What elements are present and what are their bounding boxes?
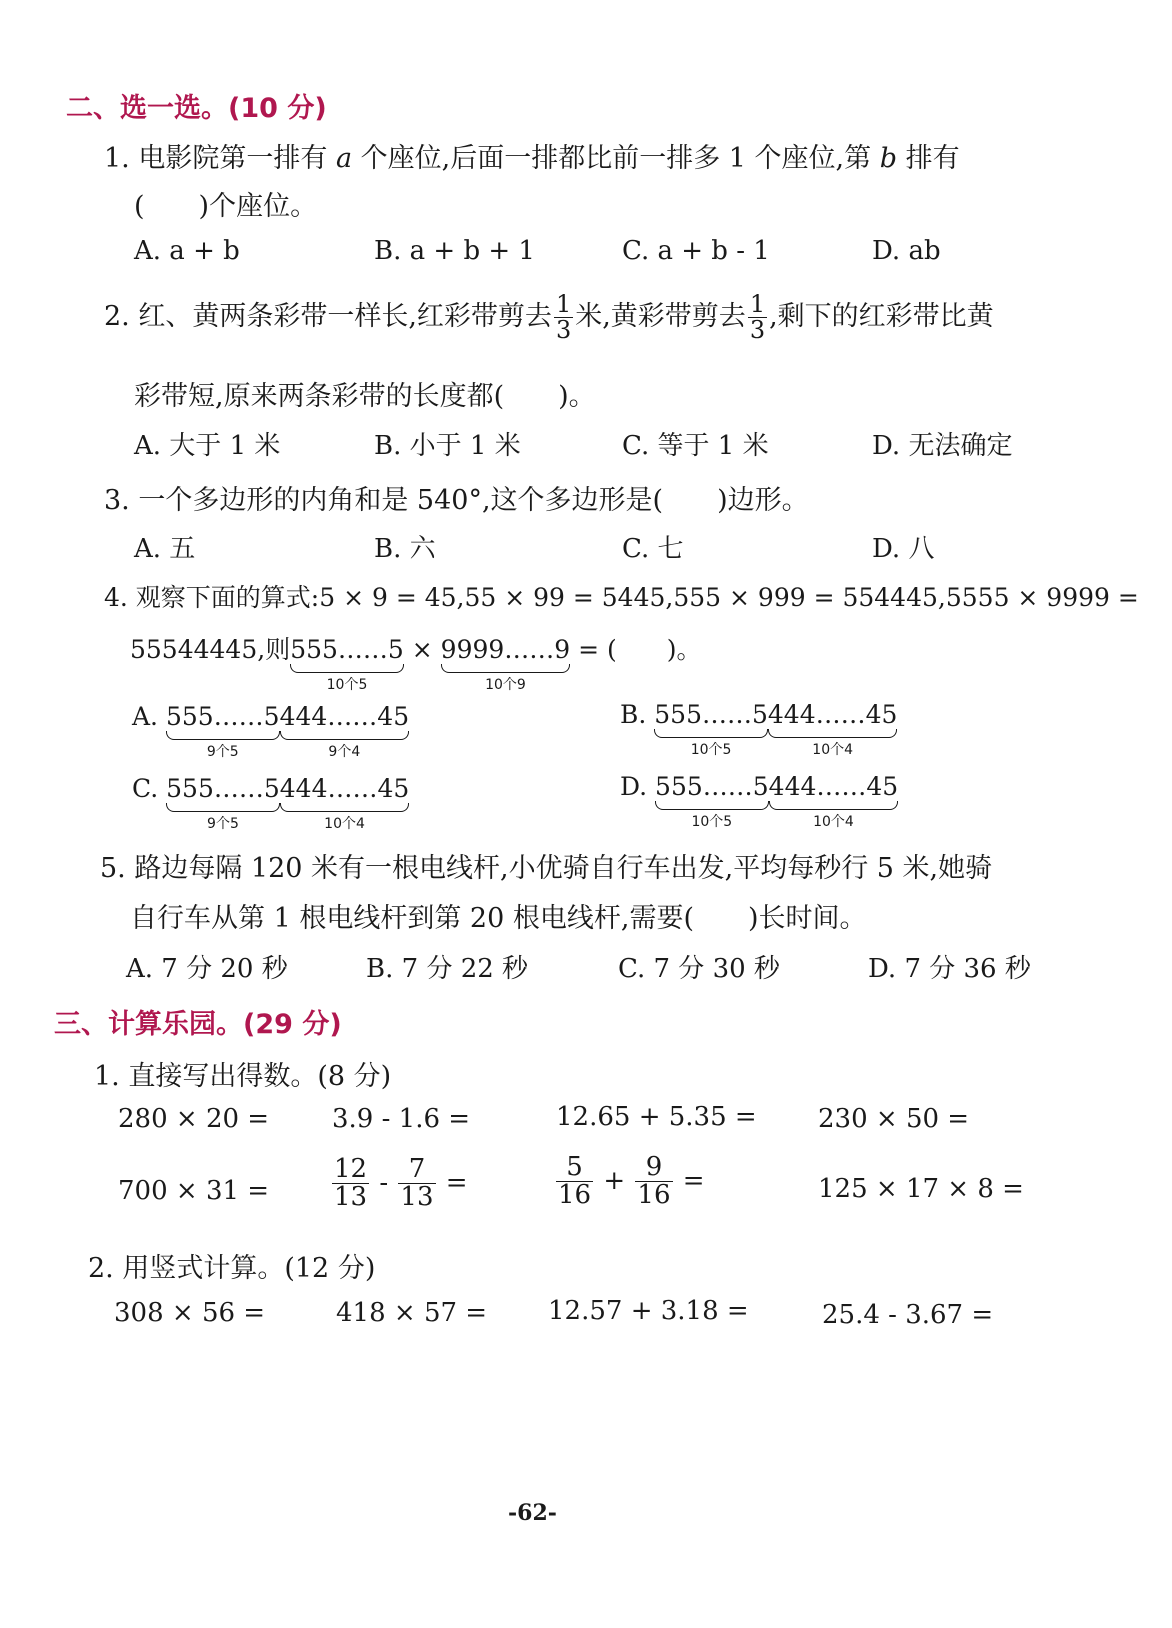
q3-option-c: C. 七: [622, 534, 684, 564]
part2-title: 2. 用竖式计算。(12 分): [88, 1253, 376, 1284]
q2-text-a: 2. 红、黄两条彩带一样长,红彩带剪去: [104, 301, 552, 333]
calc-r2-c2-d2: 13: [400, 1182, 434, 1213]
page-number: -62-: [508, 1500, 557, 1526]
q4-opt-a-brace1: [165, 702, 280, 760]
q5-option-d: D. 7 分 36 秒: [868, 954, 1031, 984]
q4-line1: 4. 观察下面的算式:5 × 9 = 45,55 × 99 = 5445,555 × 999 = 554445,5555 × 9999 =: [104, 583, 1139, 612]
q4-opt-b-note1: 10个5: [690, 742, 732, 758]
calc-r2-c3: [554, 1154, 705, 1210]
q4-opt-d-label: D.: [620, 772, 656, 801]
q5-line1: 5. 路边每隔 120 米有一根电线杆,小优骑自行车出发,平均每秒行 5 米,她骑: [100, 853, 993, 884]
calc-r2-c2-frac1: [332, 1156, 369, 1212]
q2-frac2-den: 3: [749, 316, 766, 345]
q1-option-d: D. ab: [872, 236, 941, 266]
q4-opt-c-part2: 444……45: [279, 774, 410, 803]
q2-text-c: ,剩下的红彩带比黄: [769, 301, 994, 333]
q4-option-b: [620, 700, 898, 758]
calc-r2-c2-op: -: [371, 1167, 397, 1198]
q4-brace-9s-line: [441, 664, 571, 673]
q4-opt-d-brace1-line: [655, 801, 769, 810]
q4-opt-b-brace2: [767, 700, 898, 758]
vertical-calc-3: 12.57 + 3.18 =: [548, 1296, 749, 1326]
calc-r2-c3-d2: 16: [637, 1180, 671, 1211]
calc-r2-c2-d1: 13: [334, 1182, 368, 1213]
q2-option-a: A. 大于 1 米: [134, 431, 281, 461]
q4-opt-b-brace1-line: [654, 729, 768, 738]
q5-option-c: C. 7 分 30 秒: [618, 954, 780, 984]
q2-frac1-num: 1: [555, 290, 572, 318]
calc-r2-c2-eq: =: [437, 1167, 468, 1198]
q4-opt-d-note1: 10个5: [691, 814, 733, 830]
q2-text-b: 米,黄彩带剪去: [575, 301, 746, 333]
calc-r2-c2-n1: 12: [334, 1154, 368, 1184]
vertical-calc-4: 25.4 - 3.67 =: [822, 1300, 994, 1330]
q4-opt-a-note2: 9个4: [328, 744, 361, 760]
q4-brace-9s-note: 10个9: [485, 677, 526, 693]
q4-option-c: [132, 774, 410, 832]
q4-option-d: [620, 772, 899, 830]
q4-opt-c-label: C.: [132, 774, 167, 803]
q4-opt-c-part1: 555……5: [166, 774, 280, 803]
q4-opt-b-part2: 444……45: [767, 700, 898, 729]
q2-option-c: C. 等于 1 米: [622, 431, 769, 461]
q4-text-a: 55544445,则: [130, 635, 291, 664]
q3-option-d: D. 八: [872, 534, 935, 564]
q1-text-b: 个座位,后面一排都比前一排多 1 个座位,第: [352, 143, 880, 174]
q4-opt-a-label: A.: [132, 702, 166, 731]
q4-brace-9s-text: 9999……9: [440, 635, 571, 664]
part1-title: 1. 直接写出得数。(8 分): [94, 1061, 392, 1092]
q4-text-c: = ( )。: [570, 635, 702, 664]
calc-r1-c1: 280 × 20 =: [118, 1104, 270, 1134]
q4-opt-b-note2: 10个4: [812, 742, 854, 758]
q4-opt-c-brace2: [279, 774, 410, 832]
q4-opt-a-part1: 555……5: [165, 702, 280, 731]
q4-opt-d-note2: 10个4: [813, 814, 854, 830]
section-title-2: 二、选一选。(10 分): [66, 93, 327, 124]
calc-r2-c3-n1: 5: [556, 1154, 593, 1182]
q1-line1: [104, 136, 960, 175]
q5-option-b: B. 7 分 22 秒: [366, 954, 529, 984]
q1-var-b: b: [879, 143, 898, 174]
q1-option-a: A. a + b: [134, 236, 240, 266]
calc-r2-c2-frac2: [398, 1156, 435, 1212]
q5-option-a: A. 7 分 20 秒: [126, 954, 288, 984]
section-title-3: 三、计算乐园。(29 分): [54, 1009, 342, 1040]
q4-opt-a-brace2: [279, 702, 410, 760]
q4-opt-d-brace1: [655, 772, 769, 830]
q4-brace-9s: [440, 635, 571, 693]
q4-opt-b-brace1: [654, 700, 768, 758]
q4-brace-5s-line: [290, 664, 404, 673]
q4-opt-a-part2: 444……45: [279, 702, 410, 731]
q2-fraction-1: [554, 292, 573, 343]
q2-fraction-2: [748, 292, 767, 343]
q2-option-d: D. 无法确定: [872, 431, 1013, 461]
q4-times: ×: [403, 635, 441, 664]
q2-option-b: B. 小于 1 米: [374, 431, 521, 461]
q3-option-a: A. 五: [134, 534, 196, 564]
q2-line1: [104, 292, 994, 343]
calc-r2-c4: 125 × 17 × 8 =: [818, 1174, 1024, 1204]
q4-opt-c-brace1-line: [166, 803, 280, 812]
q4-opt-d-brace2: [768, 772, 899, 830]
q4-option-a: [132, 702, 410, 760]
q1-text-c: 排有: [897, 143, 960, 174]
calc-r2-c3-d1: 16: [558, 1180, 592, 1211]
q1-option-c: C. a + b - 1: [622, 236, 770, 266]
vertical-calc-1: 308 × 56 =: [114, 1298, 266, 1328]
q4-opt-a-note1: 9个5: [206, 744, 239, 760]
vertical-calc-2: 418 × 57 =: [336, 1298, 488, 1328]
q4-opt-c-note1: 9个5: [207, 816, 239, 832]
q4-opt-c-brace1: [166, 774, 280, 832]
q4-opt-a-brace1-line: [166, 731, 280, 740]
q5-line2: 自行车从第 1 根电线杆到第 20 根电线杆,需要( )长时间。: [130, 903, 867, 934]
q4-opt-d-brace2-line: [769, 801, 899, 810]
q4-opt-b-part1: 555……5: [654, 700, 768, 729]
q3-line1: 3. 一个多边形的内角和是 540°,这个多边形是( )边形。: [104, 485, 809, 516]
q4-opt-b-label: B.: [620, 700, 655, 729]
q2-frac1-den: 3: [555, 316, 572, 345]
calc-r2-c3-frac1: [556, 1154, 593, 1210]
q2-line2: 彩带短,原来两条彩带的长度都( )。: [134, 381, 596, 412]
calc-r2-c2: [330, 1156, 468, 1212]
q4-opt-b-brace2-line: [768, 729, 898, 738]
calc-r2-c3-frac2: [635, 1154, 672, 1210]
q4-opt-a-brace2-line: [280, 731, 410, 740]
q1-option-b: B. a + b + 1: [374, 236, 535, 266]
calc-r2-c3-n2: 9: [635, 1154, 672, 1182]
q4-brace-5s-text: 555……5: [290, 635, 404, 664]
q1-line2: ( )个座位。: [134, 191, 318, 222]
q4-opt-d-part2: 444……45: [768, 772, 899, 801]
calc-r2-c3-eq: =: [674, 1165, 705, 1196]
q4-opt-d-part1: 555……5: [655, 772, 769, 801]
q2-frac2-num: 1: [749, 290, 766, 318]
q4-brace-5s-note: 10个5: [326, 677, 368, 693]
calc-r1-c4: 230 × 50 =: [818, 1104, 970, 1134]
q1-var-a: a: [335, 143, 353, 174]
calc-r1-c3: 12.65 + 5.35 =: [556, 1102, 757, 1132]
calc-r2-c1: 700 × 31 =: [118, 1176, 270, 1206]
calc-r2-c3-op: +: [595, 1165, 634, 1196]
q4-opt-c-note2: 10个4: [324, 816, 365, 832]
q4-opt-c-brace2-line: [280, 803, 410, 812]
q3-option-b: B. 六: [374, 534, 436, 564]
calc-r1-c2: 3.9 - 1.6 =: [332, 1104, 471, 1134]
q4-brace-5s: [290, 635, 404, 693]
calc-r2-c2-n2: 7: [398, 1156, 435, 1184]
q1-text-a: 1. 电影院第一排有: [104, 143, 336, 174]
q4-line2: [130, 630, 702, 693]
